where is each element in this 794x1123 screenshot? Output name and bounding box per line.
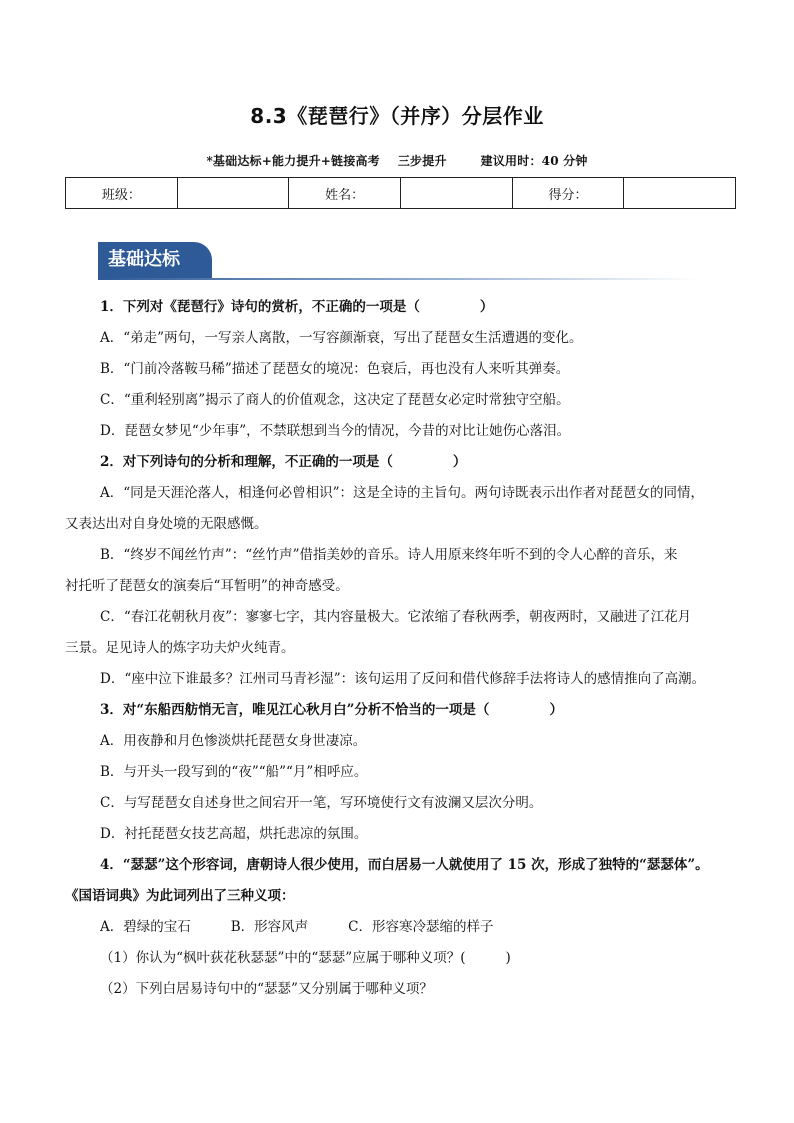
question-3-option-a: A．用夜静和月色惨淡烘托琵琶女身世凄凉。 (100, 733, 367, 749)
question-2-option-b-cont: 衬托听了琵琶女的演奏后“耳暂明”的神奇感受。 (65, 578, 349, 594)
question-2-option-c-cont: 三景。足见诗人的炼字功夫炉火纯青。 (65, 640, 295, 656)
question-1-stem: 1．下列对《琵琶行》诗句的赏析，不正确的一项是（ ） (100, 299, 494, 315)
class-field[interactable] (177, 178, 289, 209)
subtitle-time: 建议用时：40 分钟 (480, 154, 588, 168)
definition-b: B．形容风声 (230, 919, 309, 935)
score-field[interactable] (624, 178, 736, 209)
question-4-definitions (100, 915, 740, 935)
question-3-option-c: C．与写琵琶女自述身世之间宕开一笔，写环境使行文有波澜又层次分明。 (100, 795, 543, 811)
subtitle-steps: 三步提升 (397, 154, 447, 168)
question-4-stem: 4．“瑟瑟”这个形容词，唐朝诗人很少使用，而白居易一人就使用了 15 次，形成了独特的“瑟瑟体”。 (100, 857, 709, 873)
question-1-option-c: C．“重利轻别离”揭示了商人的价值观念，这决定了琵琶女必定时常独守空船。 (100, 392, 570, 408)
question-1-option-d: D．琵琶女梦见“少年事”，不禁联想到当今的情况，今昔的对比让她伤心落泪。 (100, 423, 571, 439)
definition-c: C．形容寒冷瑟缩的样子 (348, 919, 494, 935)
page-subtitle (0, 152, 794, 169)
question-3-option-b: B．与开头一段写到的“夜”“船”“月”相呼应。 (100, 764, 368, 780)
question-4-sub-2: （2）下列白居易诗句中的“瑟瑟”又分别属于哪种义项？ (100, 981, 433, 997)
definition-a: A．碧绿的宝石 (100, 919, 191, 935)
class-label: 班级： (66, 178, 178, 209)
question-2-option-a: A．“同是天涯沦落人，相逢何必曾相识”：这是全诗的主旨句。两句诗既表示出作者对琵琶女的同情， (100, 485, 705, 501)
section-heading: 基础达标 (98, 242, 212, 278)
section-divider (98, 278, 698, 280)
question-2-option-c: C．“春江花朝秋月夜”：寥寥七字，其内容量极大。它浓缩了春秋两季，朝夜两时，又融进了江花月 (100, 609, 692, 625)
score-label: 得分： (512, 178, 624, 209)
name-field[interactable] (400, 178, 512, 209)
student-info-table (65, 177, 736, 209)
question-3-stem: 3．对“东船西舫悄无言，唯见江心秋月白”分析不恰当的一项是（ ） (100, 702, 563, 718)
question-4-stem-cont: 《国语词典》为此词列出了三种义项： (65, 888, 295, 904)
name-label: 姓名： (289, 178, 401, 209)
question-2-option-a-cont: 又表达出对自身处境的无限感慨。 (65, 516, 268, 532)
question-2-stem: 2．对下列诗句的分析和理解，不正确的一项是（ ） (100, 454, 467, 470)
question-2-option-b: B．“终岁不闻丝竹声”：“丝竹声”借指美妙的音乐。诗人用原来终年听不到的令人心醉的音乐，来 (100, 547, 678, 563)
question-1-option-b: B．“门前冷落鞍马稀”描述了琵琶女的境况：色衰后，再也没有人来听其弹奏。 (100, 361, 570, 377)
page-title: 8.3《琵琶行》（并序）分层作业 (250, 104, 544, 128)
question-4-sub-1: （1）你认为“枫叶荻花秋瑟瑟”中的“瑟瑟”应属于哪种义项？( ) (100, 950, 511, 966)
question-1-option-a: A．“弟走”两句，一写亲人离散，一写容颜渐衰，写出了琵琶女生活遭遇的变化。 (100, 330, 583, 346)
subtitle-structure: *基础达标+能力提升+链接高考 (206, 154, 380, 168)
question-2-option-d: D．“座中泣下谁最多？江州司马青衫湿”：该句运用了反问和借代修辞手法将诗人的感情推向了高潮。 (100, 671, 706, 687)
question-3-option-d: D．衬托琵琶女技艺高超，烘托悲凉的氛围。 (100, 826, 368, 842)
